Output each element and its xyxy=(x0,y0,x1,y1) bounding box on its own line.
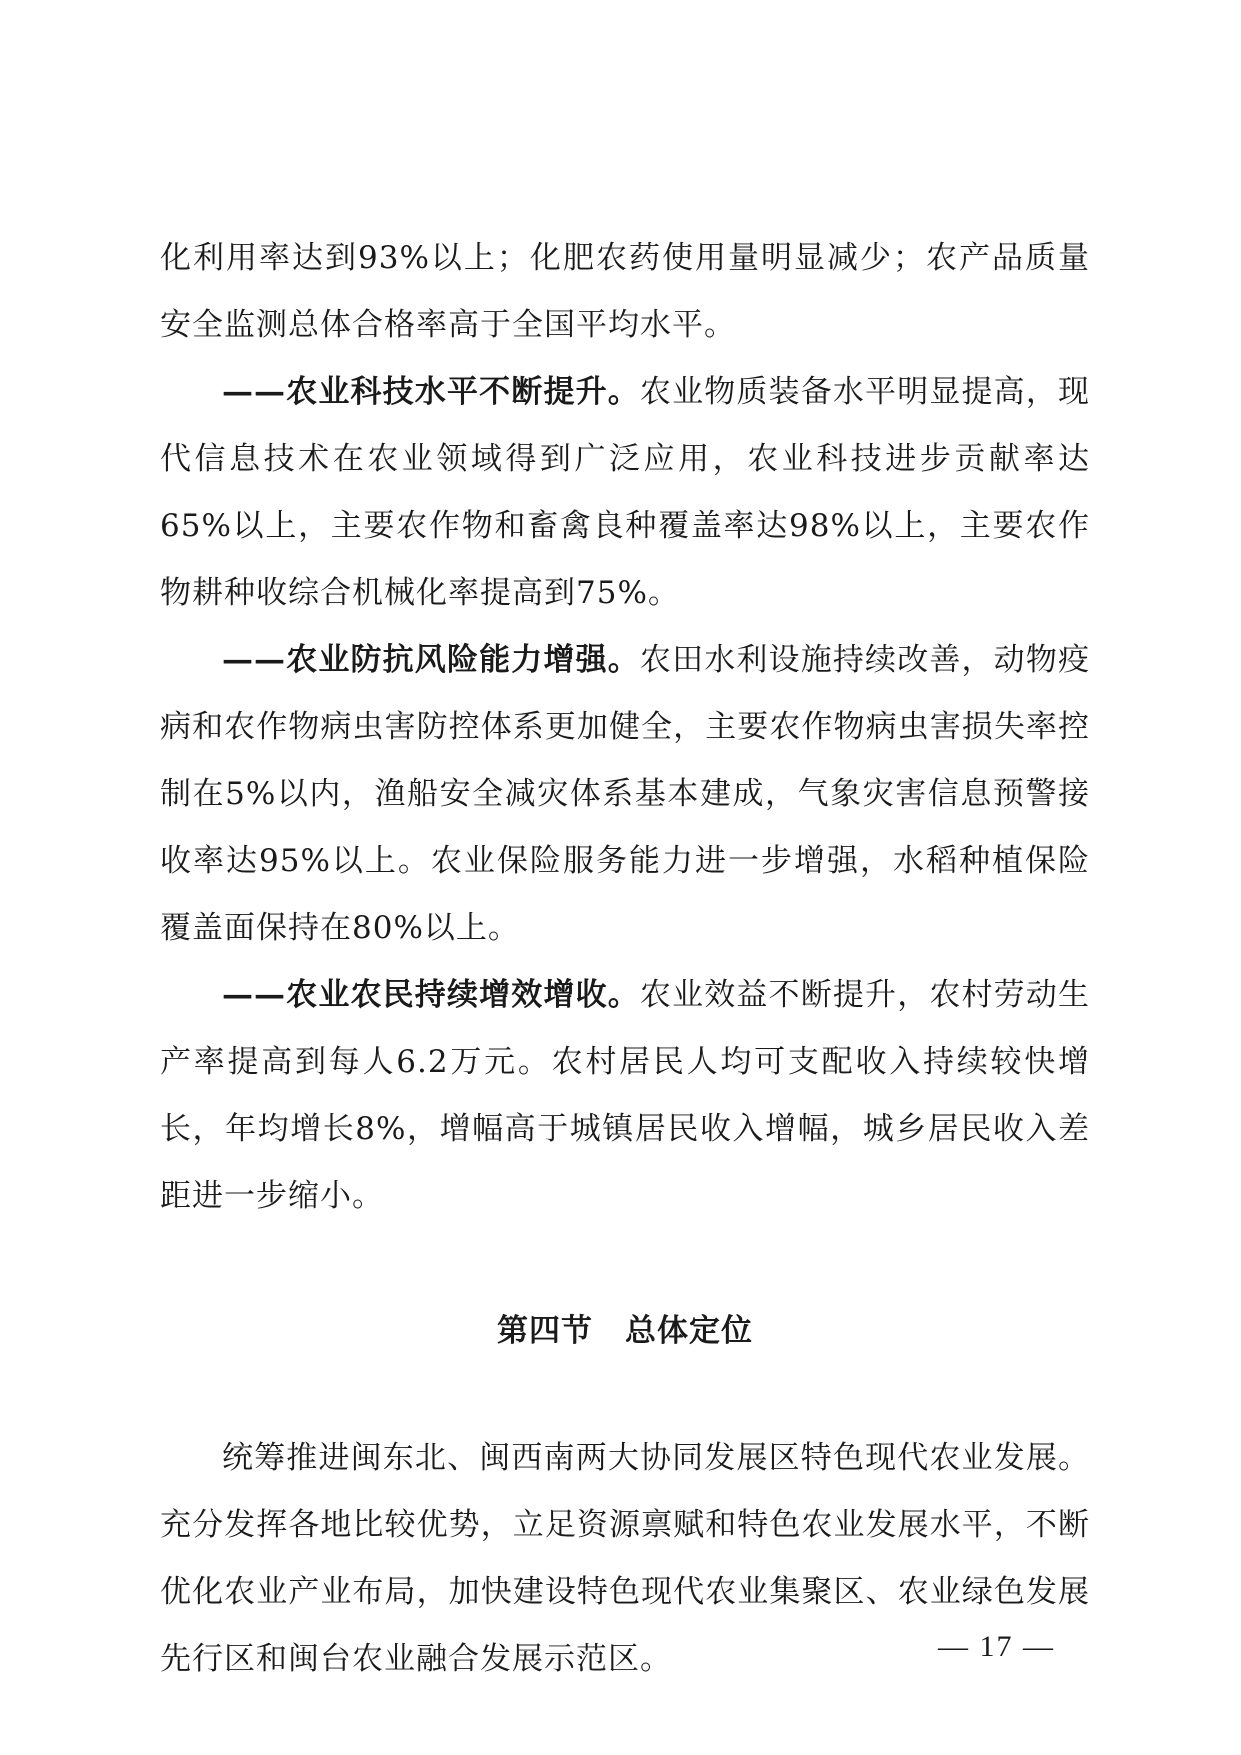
paragraph-continued xyxy=(160,225,1090,359)
section-title: 第四节 总体定位 xyxy=(497,1313,753,1349)
paragraph-text: 统筹推进闽东北、闽西南两大协同发展区特色现代农业发展。充分发挥各地比较优势，立足资源禀赋和特色农业发展水平，不断优化农业产业布局，加快建设特色现代农业集聚区、农业绿色发展先行区和闽台农业融合发展示范区。 xyxy=(160,1440,1090,1677)
page-content xyxy=(160,225,1090,1693)
paragraph-text: 农业效益不断提升，农村劳动生产率提高到每人6.2万元。农村居民人均可支配收入持续较快增长，年均增长8%，增幅高于城镇居民收入增幅，城乡居民收入差距进一步缩小。 xyxy=(160,977,1091,1214)
paragraph-tech-level xyxy=(160,359,1090,627)
paragraph-text: 农业物质装备水平明显提高，现代信息技术在农业领域得到广泛应用，农业科技进步贡献率达65%以上，主要农作物和畜禽良种覆盖率达98%以上，主要农作物耕种收综合机械化率提高到75%。 xyxy=(160,374,1091,611)
paragraph-income-growth xyxy=(160,962,1090,1230)
paragraph-text: 农田水利设施持续改善，动物疫病和农作物病虫害防控体系更加健全，主要农作物病虫害损失率控制在5%以内，渔船安全减灾体系基本建成，气象灾害信息预警接收率达95%以上。农业保险服务能力进一步增强，水稻种植保险覆盖面保持在80%以上。 xyxy=(160,642,1091,946)
page-number: — 17 — xyxy=(938,1630,1055,1663)
paragraph-lead: ——农业农民持续增效增收。 xyxy=(222,977,640,1013)
paragraph-risk-resistance xyxy=(160,627,1090,962)
paragraph-lead: ——农业防抗风险能力增强。 xyxy=(222,642,640,678)
paragraph-text: 化利用率达到93%以上；化肥农药使用量明显减少；农产品质量安全监测总体合格率高于全国平均水平。 xyxy=(160,240,1090,343)
paragraph-lead: ——农业科技水平不断提升。 xyxy=(222,374,640,410)
